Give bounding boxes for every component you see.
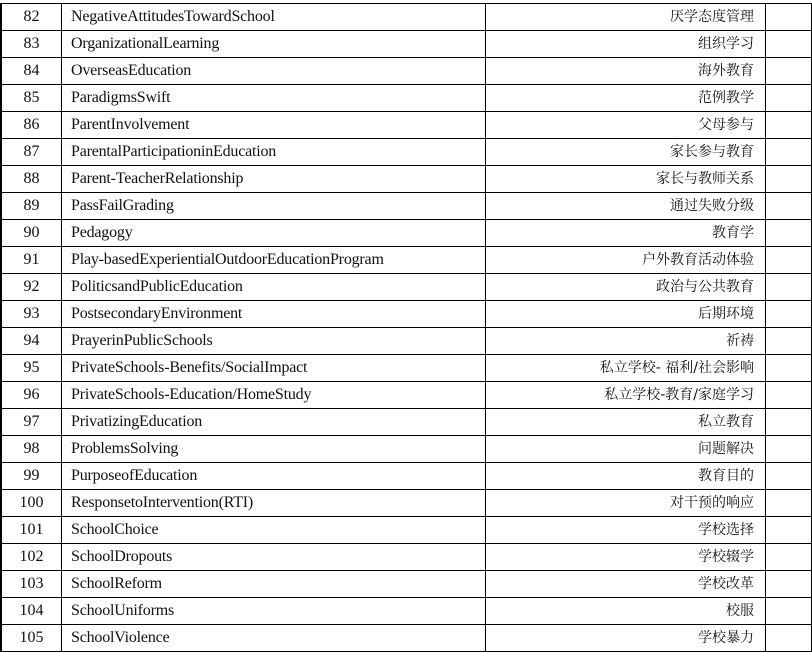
table-body	[1, 4, 812, 652]
empty-cell	[766, 409, 812, 436]
empty-cell	[766, 544, 812, 571]
empty-cell	[766, 274, 812, 301]
chinese-term: 教育学	[486, 220, 766, 247]
empty-cell	[766, 328, 812, 355]
empty-cell	[766, 85, 812, 112]
english-term: OverseasEducation	[62, 58, 486, 85]
empty-cell	[766, 301, 812, 328]
table-row	[1, 409, 812, 436]
row-number: 89	[1, 193, 62, 220]
chinese-term: 父母参与	[486, 112, 766, 139]
row-number: 95	[1, 355, 62, 382]
english-term: ProblemsSolving	[62, 436, 486, 463]
english-term: PassFailGrading	[62, 193, 486, 220]
chinese-term: 厌学态度管理	[486, 4, 766, 31]
english-term: Play-basedExperientialOutdoorEducationProgram	[62, 247, 486, 274]
chinese-term: 学校暴力	[486, 625, 766, 652]
table-row	[1, 598, 812, 625]
empty-cell	[766, 463, 812, 490]
english-term: SchoolReform	[62, 571, 486, 598]
table-row	[1, 220, 812, 247]
table-row	[1, 274, 812, 301]
empty-cell	[766, 193, 812, 220]
empty-cell	[766, 355, 812, 382]
row-number: 87	[1, 139, 62, 166]
table-row	[1, 544, 812, 571]
table-row	[1, 436, 812, 463]
table-row	[1, 85, 812, 112]
row-number: 88	[1, 166, 62, 193]
table-row	[1, 463, 812, 490]
table-row	[1, 166, 812, 193]
english-term: OrganizationalLearning	[62, 31, 486, 58]
english-term: ResponsetoIntervention(RTI)	[62, 490, 486, 517]
english-term: PrayerinPublicSchools	[62, 328, 486, 355]
row-number: 90	[1, 220, 62, 247]
table-row	[1, 193, 812, 220]
english-term: ParentInvolvement	[62, 112, 486, 139]
english-term: SchoolViolence	[62, 625, 486, 652]
row-number: 92	[1, 274, 62, 301]
chinese-term: 政治与公共教育	[486, 274, 766, 301]
row-number: 85	[1, 85, 62, 112]
row-number: 98	[1, 436, 62, 463]
english-term: Parent-TeacherRelationship	[62, 166, 486, 193]
empty-cell	[766, 247, 812, 274]
empty-cell	[766, 112, 812, 139]
empty-cell	[766, 517, 812, 544]
table-row	[1, 355, 812, 382]
table-row	[1, 139, 812, 166]
row-number: 93	[1, 301, 62, 328]
chinese-term: 祈祷	[486, 328, 766, 355]
chinese-term: 组织学习	[486, 31, 766, 58]
empty-cell	[766, 490, 812, 517]
english-term: ParadigmsSwift	[62, 85, 486, 112]
english-term: SchoolDropouts	[62, 544, 486, 571]
empty-cell	[766, 139, 812, 166]
glossary-table	[0, 3, 812, 652]
empty-cell	[766, 58, 812, 85]
row-number: 96	[1, 382, 62, 409]
row-number: 101	[1, 517, 62, 544]
row-number: 103	[1, 571, 62, 598]
table-row	[1, 112, 812, 139]
english-term: PrivatizingEducation	[62, 409, 486, 436]
table-row	[1, 571, 812, 598]
chinese-term: 家长参与教育	[486, 139, 766, 166]
english-term: SchoolChoice	[62, 517, 486, 544]
table-row	[1, 517, 812, 544]
chinese-term: 私立学校- 福利/社会影响	[486, 355, 766, 382]
chinese-term: 户外教育活动体验	[486, 247, 766, 274]
table-row	[1, 382, 812, 409]
chinese-term: 私立教育	[486, 409, 766, 436]
chinese-term: 学校改革	[486, 571, 766, 598]
empty-cell	[766, 31, 812, 58]
empty-cell	[766, 4, 812, 31]
empty-cell	[766, 625, 812, 652]
english-term: Pedagogy	[62, 220, 486, 247]
english-term: PoliticsandPublicEducation	[62, 274, 486, 301]
row-number: 100	[1, 490, 62, 517]
chinese-term: 后期环境	[486, 301, 766, 328]
english-term: PrivateSchools-Benefits/SocialImpact	[62, 355, 486, 382]
table-row	[1, 31, 812, 58]
table-row	[1, 247, 812, 274]
english-term: NegativeAttitudesTowardSchool	[62, 4, 486, 31]
empty-cell	[766, 436, 812, 463]
row-number: 86	[1, 112, 62, 139]
english-term: PostsecondaryEnvironment	[62, 301, 486, 328]
chinese-term: 问题解决	[486, 436, 766, 463]
chinese-term: 海外教育	[486, 58, 766, 85]
empty-cell	[766, 166, 812, 193]
row-number: 84	[1, 58, 62, 85]
row-number: 83	[1, 31, 62, 58]
chinese-term: 校服	[486, 598, 766, 625]
row-number: 102	[1, 544, 62, 571]
chinese-term: 通过失败分级	[486, 193, 766, 220]
chinese-term: 学校辍学	[486, 544, 766, 571]
row-number: 104	[1, 598, 62, 625]
chinese-term: 学校选择	[486, 517, 766, 544]
table-row	[1, 4, 812, 31]
empty-cell	[766, 220, 812, 247]
row-number: 99	[1, 463, 62, 490]
row-number: 91	[1, 247, 62, 274]
row-number: 94	[1, 328, 62, 355]
row-number: 105	[1, 625, 62, 652]
table-row	[1, 625, 812, 652]
chinese-term: 对干预的响应	[486, 490, 766, 517]
empty-cell	[766, 598, 812, 625]
english-term: PrivateSchools-Education/HomeStudy	[62, 382, 486, 409]
chinese-term: 范例教学	[486, 85, 766, 112]
table-row	[1, 490, 812, 517]
empty-cell	[766, 382, 812, 409]
chinese-term: 私立学校-教育/家庭学习	[486, 382, 766, 409]
table-row	[1, 328, 812, 355]
english-term: SchoolUniforms	[62, 598, 486, 625]
english-term: PurposeofEducation	[62, 463, 486, 490]
chinese-term: 家长与教师关系	[486, 166, 766, 193]
row-number: 82	[1, 4, 62, 31]
chinese-term: 教育目的	[486, 463, 766, 490]
table-row	[1, 58, 812, 85]
table-row	[1, 301, 812, 328]
empty-cell	[766, 571, 812, 598]
english-term: ParentalParticipationinEducation	[62, 139, 486, 166]
row-number: 97	[1, 409, 62, 436]
